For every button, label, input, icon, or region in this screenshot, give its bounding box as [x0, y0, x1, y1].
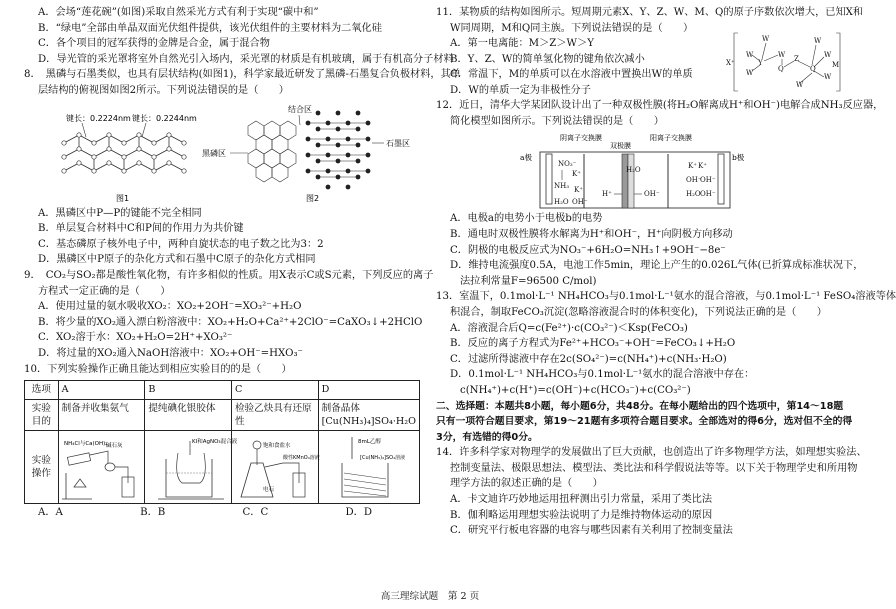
purpose-c: 检验乙炔具有还原性: [231, 399, 318, 431]
cation-membrane-label: 阳离子交换膜: [650, 134, 692, 143]
svg-text:OH⁻: OH⁻: [700, 176, 716, 185]
q12-cell-figure: [436, 130, 846, 212]
black-phosphorus-label: 黑磷区: [202, 148, 226, 158]
q14-option-b: B．伽利略运用理想实验法说明了力是维持物体运动的原因: [450, 509, 713, 521]
fig2-caption: 图2: [306, 193, 320, 203]
dialysis-apparatus: [148, 433, 238, 501]
left-column: [24, 6, 461, 521]
section2-line2: 只有一项符合题目要求，第19～21题有多项符合题目要求。全部选对的得6分，选对但不全的得: [436, 416, 853, 428]
table-col-b: B: [145, 381, 232, 399]
q11-option-a: A．第一电离能：M＞Z＞W＞Y: [450, 38, 594, 50]
q12-option-d: D．维持电流强度0.5A，电池工作5min，理论上产生的0.026L气体(已折算成标准状况下，: [450, 260, 864, 272]
q8-stem-line2: 层结构的俯视图如图2所示。下列说法错误的是（ ）: [38, 84, 289, 96]
q12-option-b: B．通电时双极性膜将水解离为H⁺和OH⁻，H⁺向阴极方向移动: [450, 228, 733, 240]
table-header-operation: 实验操作: [25, 431, 59, 504]
junction-label: 结合区: [288, 104, 312, 114]
electrode-a: [546, 154, 552, 204]
operation-c: [231, 431, 318, 504]
fig2-phosphorene-lattice: [248, 121, 296, 182]
fig1-lattice: [64, 135, 184, 171]
electrode-a-label: a极: [520, 153, 532, 163]
q10-option-d: D．D: [345, 507, 372, 519]
svg-text:K⁺: K⁺: [688, 162, 697, 171]
svg-text:OH⁻: OH⁻: [686, 176, 702, 185]
q9-option-d: D．将过量的XO₂通入NaOH溶液中：XO₂+OH⁻=HXO₃⁻: [38, 347, 303, 359]
table-col-d: D: [318, 381, 419, 399]
q11-structure: [724, 31, 842, 93]
q11-option-c: C．常温下，M的单质可以在水溶液中置换出W的单质: [450, 69, 693, 81]
svg-text:H₂O: H₂O: [554, 198, 569, 207]
q14-option-a: A．卡文迪许巧妙地运用扭秤测出引力常量，采用了类比法: [450, 494, 713, 506]
q7-option-c: C．各个项目的冠军获得的金牌是合金，属于混合物: [38, 38, 270, 50]
svg-text:W: W: [746, 69, 754, 78]
black-phosphorus-figure: [24, 101, 422, 205]
svg-text:W: W: [778, 51, 786, 60]
electrolysis-cell: [436, 130, 846, 212]
section2-line3: 3分，有选错的得0分。: [436, 431, 538, 443]
svg-text:M: M: [832, 61, 840, 70]
bond-length-1: 键长：0.2224nm: [66, 113, 131, 123]
q10-option-c: C．C: [242, 507, 269, 519]
acetylene-apparatus: [235, 433, 319, 501]
svg-text:Q: Q: [810, 65, 816, 74]
svg-text:Z: Z: [794, 55, 799, 64]
q12-option-a: A．电极a的电势小于电极b的电势: [450, 213, 603, 225]
svg-text:OH⁻: OH⁻: [572, 198, 588, 207]
q10-option-a: A．A: [38, 507, 63, 519]
label-nh4cl: NH₄Cl与Ca(OH)₂: [63, 441, 108, 448]
q14-option-c: C．研究平行板电容器的电容与哪些因素有关利用了控制变量法: [450, 525, 733, 537]
q13-option-b: B．反应的离子方程式为Fe²⁺+HCO₃⁻+OH⁻=FeCO₃↓+H₂O: [450, 338, 736, 350]
q7-option-b: B．“绿电”全部由单晶双面光伏组件提供，该光伏组件的主要材料为二氧化硅: [38, 22, 382, 34]
q7-option-d: D．导光管的采光罩将室外自然光引入场内，采光罩的材质是有机玻璃，属于有机高分子材料: [38, 53, 454, 65]
svg-text:K⁺: K⁺: [574, 186, 583, 195]
q13-option-d-cont: c(NH₄⁺)+c(H⁺)=c(OH⁻)+c(HCO₃⁻)+c(CO₃²⁻): [460, 384, 691, 396]
bipolar-membrane-left: [622, 154, 628, 208]
q9-option-a: A．使用过量的氨水吸收XO₂：XO₂+2OH⁻=XO₃²⁻+H₂O: [38, 301, 302, 313]
q8-option-d: D．黑磷区中P原子的杂化方式和石墨中C原子的杂化方式相同: [38, 254, 316, 266]
table-row: [25, 381, 420, 399]
q14-stem-line1: 14．许多科学家对物理学的发展做出了巨大贡献，也创造出了许多物理学方法，如理想实验法、: [436, 447, 867, 459]
svg-text:Q: Q: [778, 65, 784, 74]
q13-stem-line1: 13．室温下，0.1mol·L⁻¹ NH₄HCO₃与0.1mol·L⁻¹氨水的混合溶液，与0.1mol·L⁻¹ FeSO₄溶液等体: [436, 291, 896, 303]
electrode-b: [718, 154, 724, 204]
q9-option-c: C．XO₂溶于水：XO₂+H₂O=2H⁺+XO₃²⁻: [38, 332, 233, 344]
svg-text:K⁺: K⁺: [572, 170, 581, 179]
q14-stem-line2: 控制变量法、极限思想法、模型法、类比法和科学假说法等等。以下关于物理学史和所用物: [450, 462, 858, 474]
svg-text:OH⁻: OH⁻: [700, 190, 716, 199]
crystal-apparatus: [322, 433, 416, 501]
table-row: [25, 399, 420, 431]
page-footer: 高三理综试题 第 2 页: [380, 591, 480, 602]
purpose-a: 制备并收集氨气: [58, 399, 145, 431]
label-calcium-carbide: 电石: [262, 487, 274, 494]
q11-option-b: B．Y、Z、W的简单氢化物的键角依次减小: [450, 53, 645, 65]
svg-text:Y: Y: [758, 59, 763, 68]
q10-option-b: B．B: [140, 507, 166, 519]
svg-text:OH⁻: OH⁻: [644, 190, 660, 199]
q9-stem-line2: 方程式一定正确的是（ ）: [38, 285, 171, 297]
anion-membrane-label: 阴离子交换膜: [560, 134, 602, 143]
purpose-b: 提纯碘化银胶体: [145, 399, 232, 431]
q13-stem-line2: 积混合，制取FeCO₃沉淀(忽略溶液混合时的体积变化)，下列说法正确的是（ ）: [450, 306, 827, 318]
table-header-option: 选项: [25, 381, 59, 399]
q12-option-c: C．阴极的电极反应式为NO₃⁻+6H₂O=NH₃↑+9OH⁻−8e⁻: [450, 244, 726, 256]
q10-table: [24, 380, 420, 504]
svg-text:H⁺: H⁺: [602, 190, 612, 199]
table-col-a: A: [58, 381, 145, 399]
svg-text:W: W: [746, 51, 754, 60]
q12-stem-line2: 简化模型如图所示。下列说法错误的是（ ）: [450, 115, 664, 127]
purpose-d: 制备晶体[Cu(NH₃)₄]SO₄·H₂O: [318, 399, 419, 431]
svg-text:W: W: [814, 37, 822, 46]
fig2-graphite-atoms: [306, 110, 371, 189]
label-kmno4: 酸性KMnO₄溶液: [282, 455, 320, 462]
q8-option-a: A．黑磷区中P—P的键能不完全相同: [38, 207, 202, 219]
bond-length-2: 键长：0.2244nm: [132, 113, 197, 123]
svg-text:W: W: [824, 51, 832, 60]
ammonia-apparatus: [62, 433, 146, 501]
q11-block: [436, 37, 846, 99]
q10-options: [24, 506, 422, 521]
q14-stem-line3: 理学方法的叙述正确的是（ ）: [450, 478, 603, 490]
section2-line1: 二、选择题：本题共8小题，每小题6分，共48分。在每小题给出的四个选项中，第14～18题: [436, 400, 844, 412]
q12-option-d-cont: 法拉利常量F=96500 C/mol): [460, 275, 597, 287]
q8-figure: [24, 101, 422, 205]
q11-stem-line1: 11．某物质的结构如图所示。短周期元素X、Y、Z、W、M、Q的原子序数依次增大，已知X和: [436, 7, 864, 18]
operation-b: [145, 431, 238, 504]
table-header-purpose: 实验目的: [25, 399, 59, 431]
svg-text:H₂O: H₂O: [626, 166, 641, 175]
svg-text:NH₃: NH₃: [554, 182, 570, 191]
q13-option-d: D．0.1mol·L⁻¹ NH₄HCO₃与0.1mol·L⁻¹氨水的混合溶液中存在：: [450, 369, 755, 381]
electrode-b-label: b极: [732, 153, 745, 163]
svg-text:K⁺: K⁺: [698, 162, 707, 171]
q8-option-c: C．基态磷原子核外电子中，两种自旋状态的电子数之比为3：2: [38, 238, 324, 250]
table-row: [25, 431, 420, 504]
svg-text:H₂O: H₂O: [686, 190, 701, 199]
svg-text:W: W: [796, 81, 804, 90]
svg-text:NO₃⁻: NO₃⁻: [558, 160, 577, 169]
q10-stem: 10．下列实验操作正确且能达到相应实验目的的是（ ）: [24, 363, 292, 375]
q8-stem-line1: 8． 黑磷与石墨类似，也具有层状结构(如图1)，科学家最近研发了黑磷-石墨复合负极材料，其单: [24, 69, 461, 81]
right-column: [436, 6, 896, 540]
svg-text:W: W: [824, 73, 832, 82]
q8-option-b: B．单层复合材料中C和P间的作用力为共价键: [38, 223, 244, 235]
bipolar-membrane-right: [628, 154, 634, 208]
label-soda-lime: 碱石灰: [105, 443, 123, 450]
svg-text:W: W: [762, 35, 770, 44]
table-col-c: C: [231, 381, 318, 399]
q11-stem-line2: W同周期，M和Q同主族。下列说法错误的是（ ）: [450, 22, 694, 34]
operation-d: [318, 431, 419, 504]
q9-option-b: B．将少量的XO₂通入漂白粉溶液中：XO₂+H₂O+Ca²⁺+2ClO⁻=CaXO₃↓+2HClO: [38, 316, 423, 328]
label-brine: 饱和食盐水: [262, 443, 291, 450]
q13-option-a: A．溶液混合后Q=c(Fe²⁺)·c(CO₃²⁻)＜Ksp(FeCO₃): [450, 322, 688, 334]
fig1-caption: 图1: [116, 193, 130, 203]
q12-stem-line1: 12．近日，清华大学某团队设计出了一种双极性膜(将H₂O解离成H⁺和OH⁻)电解合成NH₃反应器，: [436, 100, 884, 112]
bipolar-membrane-label: 双极膜: [610, 142, 631, 151]
q7-option-a: A．会场“莲花碗”(如图)采取自然采光方式有利于实现“碳中和”: [38, 7, 319, 18]
label-ki-agno3: KI和AgNO₃混合液: [192, 439, 238, 446]
q13-option-c: C．过滤所得滤液中存在2c(SO₄²⁻)=c(NH₄⁺)+c(NH₃·H₂O): [450, 353, 727, 365]
q11-option-d: D．W的单质一定为非极性分子: [450, 84, 591, 96]
operation-a: [58, 431, 145, 504]
graphite-label: 石墨区: [386, 138, 410, 148]
q9-stem-line1: 9． CO₂与SO₂都是酸性氧化物，有许多相似的性质。用X表示C或S元素，下列反应的离子: [24, 269, 434, 281]
svg-text:X⁺: X⁺: [726, 59, 735, 68]
label-ethanol: 8mL乙醇: [357, 439, 381, 446]
label-complex-solution: [Cu(NH₃)₄]SO₄溶液: [359, 455, 405, 462]
